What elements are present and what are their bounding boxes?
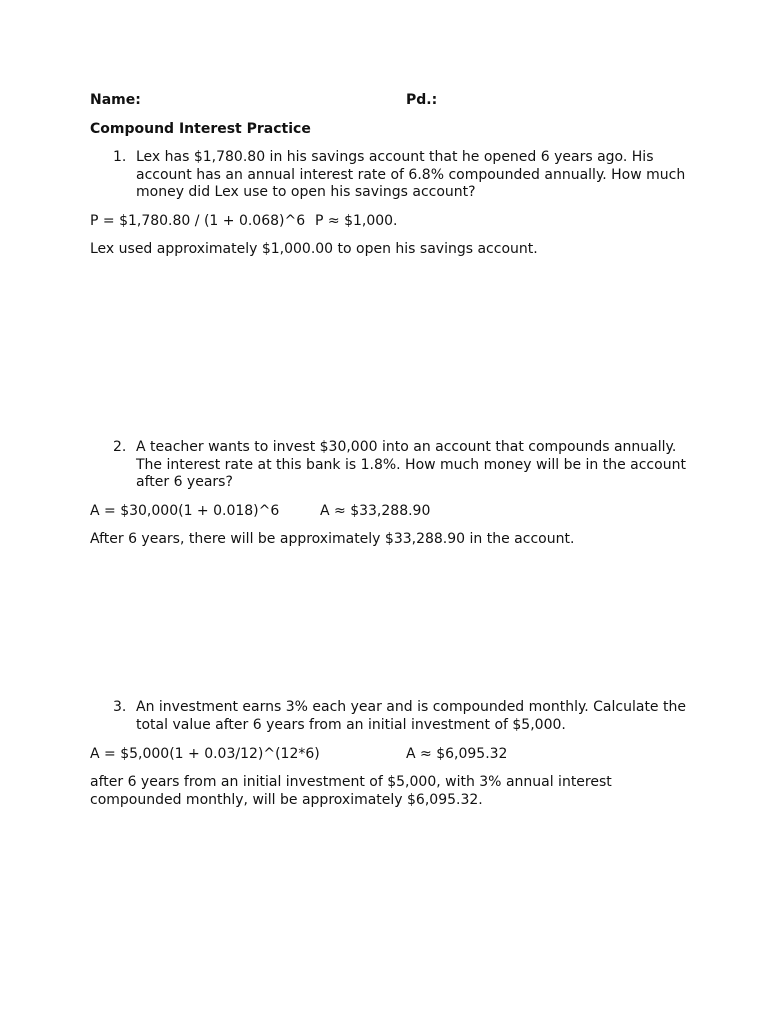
problem-2-text: A teacher wants to invest $30,000 into an account that compounds annually. The interest rate at this bank is 1.8%. How much money will be in the account after 6 years? <box>136 439 686 491</box>
problem-3-answer: after 6 years from an initial investment of $5,000, with 3% annual interest compounded monthly, will be approximately $6,095.32. <box>90 774 612 808</box>
problem-3-formula: A = $5,000(1 + 0.03/12)^(12*6) <box>90 746 320 762</box>
problem-1-answer: Lex used approximately $1,000.00 to open his savings account. <box>90 241 538 257</box>
problem-1-text: Lex has $1,780.80 in his savings account that he opened 6 years ago. His account has an annual interest rate of 6.8% compounded annually. How much money did Lex use to open his savings account? <box>136 149 686 201</box>
worksheet-title: Compound Interest Practice <box>90 121 311 137</box>
problem-1-number: 1. <box>113 149 127 165</box>
problem-3-number: 3. <box>113 699 127 715</box>
problem-3-text: An investment earns 3% each year and is compounded monthly. Calculate the total value after 6 years from an initial investment of $5,000. <box>136 699 686 733</box>
problem-2-number: 2. <box>113 439 127 455</box>
problem-2-answer: After 6 years, there will be approximately $33,288.90 in the account. <box>90 531 575 547</box>
problem-1-result: P ≈ $1,000. <box>315 213 398 229</box>
period-label: Pd.: <box>406 92 438 108</box>
problem-3-result: A ≈ $6,095.32 <box>406 746 508 762</box>
problem-2-result: A ≈ $33,288.90 <box>320 503 431 519</box>
name-label: Name: <box>90 92 141 108</box>
problem-1-formula: P = $1,780.80 / (1 + 0.068)^6 <box>90 213 306 229</box>
problem-2-formula: A = $30,000(1 + 0.018)^6 <box>90 503 280 519</box>
